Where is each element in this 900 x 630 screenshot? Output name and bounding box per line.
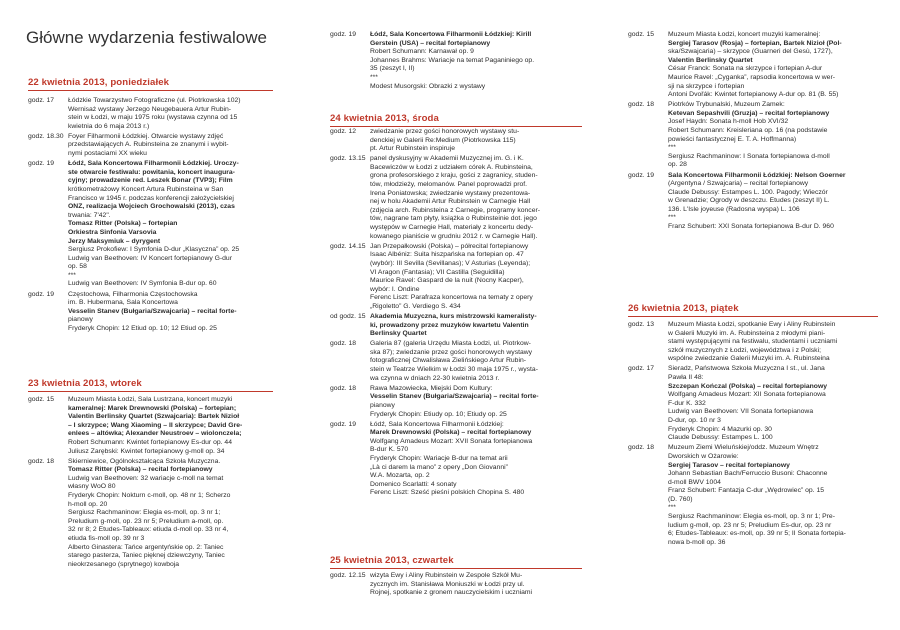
- day-heading: 25 kwietnia 2013, czwartek: [330, 555, 454, 566]
- event-list: [28, 396, 273, 571]
- event-time: godz. 14.15: [330, 242, 366, 250]
- event-item: [330, 340, 582, 383]
- event-line: Łódź, Sala Koncertowa Filharmonii Łódzkiej: Kirill: [370, 31, 532, 38]
- event-list: [628, 321, 878, 549]
- event-line: Sieradz, Państwowa Szkoła Muzyczna I st., ul. Jana: [668, 365, 825, 373]
- event-item: [330, 313, 582, 339]
- event-line: Wernisaż wystawy Jerzego Neugebauera Artur Rubin-: [68, 105, 232, 113]
- event-line: Gerstein (USA) – recital fortepianowy: [370, 39, 491, 47]
- event-line: pianowy: [68, 316, 93, 324]
- event-line: Modest Musorgski: Obrazki z wystawy: [370, 82, 486, 90]
- event-description: [668, 101, 878, 170]
- event-description: [68, 291, 273, 334]
- event-time: od godz. 15: [330, 312, 366, 320]
- event-line: przedstawiających A. Rubinsteina ze znanymi i wybit-: [68, 141, 229, 149]
- event-time: godz. 19: [28, 290, 55, 298]
- event-line: grona profesorskiego z kraju, gości z zagranicy, studen-: [370, 172, 538, 180]
- event-line: kowanego pianiście w grudniu 2012 r. w Carnegie Hall).: [370, 232, 538, 240]
- event-line: zycznych im. Stanisława Moniuszki w Łodzi przy ul.: [370, 580, 525, 588]
- event-line: d-moll BWV 1004: [668, 478, 721, 486]
- event-line: własny WoO 80: [68, 483, 116, 491]
- event-line: Sergiusz Prokofiew: I Symfonia D-dur „Klasyczna” op. 25: [68, 246, 240, 254]
- event-time: godz. 18: [330, 340, 357, 348]
- event-line: F-dur K. 332: [668, 399, 706, 407]
- event-line: Alberto Ginastera: Tańce argentyńskie op. 2: Taniec: [68, 543, 224, 551]
- event-line: panel dyskusyjny w Akademii Muzycznej im. G. i K.: [370, 155, 524, 163]
- event-line: starego pasterza, Taniec pięknej dziewczyny, Taniec: [68, 552, 225, 560]
- event-line: Fryderyk Chopin: 4 Mazurki op. 30: [668, 425, 772, 433]
- event-line: Fryderyk Chopin: Nokturn c-moll, op. 48 nr 1; Scherzo: [68, 492, 231, 500]
- event-list: [628, 31, 878, 233]
- event-description: [370, 243, 582, 312]
- event-line: tów, nagrane tam płyty, książka o Rubinsteinie dot. jego: [370, 215, 537, 223]
- event-line: Bacewiczów w Łodzi z udziałem córek A. Rubinsteina,: [370, 163, 533, 171]
- event-line: Sergiusz Rachmaninow: Elegia es-moll, op. 3 nr 1;: [68, 509, 221, 517]
- event-description: [370, 385, 582, 419]
- event-line: Jan Przepałkowski (Polska) – półrecital fortepianowy: [370, 242, 529, 250]
- event-line: Ludwig van Beethoven: VII Sonata fortepianowa: [668, 408, 814, 416]
- event-line: Sergiej Tarasov – recital fortepianowy: [668, 461, 790, 469]
- event-time: godz. 18: [28, 457, 55, 465]
- day-heading-rule: [28, 90, 273, 91]
- event-description: [370, 313, 582, 339]
- event-time: godz. 19: [28, 160, 55, 168]
- event-item: [28, 160, 273, 289]
- event-line: ***: [668, 504, 676, 512]
- event-time: godz. 18: [628, 101, 655, 109]
- event-line: Orkiestra Sinfonia Varsovia: [68, 228, 157, 236]
- event-line: ***: [370, 73, 378, 81]
- event-line: kwietnia do 6 maja 2013 r.): [68, 122, 150, 130]
- event-time: godz. 18.30: [28, 132, 64, 140]
- event-description: [68, 160, 273, 289]
- event-line: César Franck: Sonata na skrzypce i fortepian A-dur: [668, 65, 823, 73]
- event-line: op. 58: [68, 263, 87, 271]
- event-time: godz. 18: [330, 384, 357, 392]
- event-line: tów, młodzieży, melomanów. Panel poprowadzi prof.: [370, 181, 528, 189]
- event-time: godz. 19: [330, 420, 357, 428]
- event-line: ***: [668, 214, 676, 222]
- event-description: [668, 444, 878, 547]
- event-time: godz. 18: [628, 444, 655, 452]
- event-line: Rawa Mazowiecka, Miejski Dom Kultury:: [370, 384, 493, 392]
- event-description: [370, 421, 582, 498]
- event-line: cyjny; prowadzenie red. Leszek Bonar (TVP3); Film: [68, 177, 233, 185]
- event-line: Antoni Dvořák: Kwintet fortepianowy A-dur op. 81 (B. 55): [668, 91, 839, 99]
- event-line: Berlinsky Quartet: [370, 330, 427, 338]
- event-line: Robert Schumann: Kwintet fortepianowy Es-dur op. 44: [68, 438, 232, 446]
- event-line: Josef Haydn: Sonata h-moll Hob XVI/32: [668, 118, 789, 126]
- event-line: wa czynna w dniach 22-30 kwietnia 2013 r.: [370, 374, 500, 382]
- event-description: [68, 97, 273, 131]
- event-line: stami występującymi na festiwalu, studentami i uczniami: [668, 338, 838, 346]
- event-time: godz. 15: [628, 31, 655, 38]
- event-line: Tomasz Ritter (Polska) – fortepian: [68, 220, 178, 228]
- day-heading-rule: [628, 316, 878, 317]
- event-line: Vesselin Stanev (Bułgaria/Szwajcaria) – recital forte-: [68, 307, 237, 315]
- event-list: [28, 97, 273, 335]
- day-heading: 22 kwietnia 2013, poniedziałek: [28, 77, 170, 88]
- event-line: 35 (zeszyt I, II): [370, 65, 415, 73]
- event-line: Preludium g-moll, op. 23 nr 5; Preludium a-moll, op.: [68, 517, 224, 525]
- event-line: Muzeum Ziemi Wieluńskiej/oddz. Muzeum Wnętrz: [668, 444, 819, 452]
- page-title: Główne wydarzenia festiwalowe: [26, 28, 267, 47]
- event-item: [628, 31, 878, 100]
- event-list: [330, 572, 582, 599]
- event-line: Ludwig van Beethoven: 32 wariacje c-moll na temat: [68, 474, 224, 482]
- event-line: Muzeum Miasta Łodzi, spotkanie Ewy i Aliny Rubinstein: [668, 321, 836, 328]
- event-line: Wolfgang Amadeus Mozart: XII Sonata fortepianowa: [668, 391, 826, 399]
- event-line: VI Aragon (Fantasia); VII Castilla (Seguidilla): [370, 268, 505, 276]
- event-line: Wolfgang Amadeus Mozart: XVII Sonata fortepianowa: [370, 437, 533, 445]
- event-line: Galeria 87 (galeria Urzędu Miasta Łodzi, ul. Piotrkow-: [370, 340, 531, 348]
- event-time: godz. 17: [28, 97, 55, 104]
- event-line: enlees – altówka; Alexander Neustroev – wiolonczela;: [68, 430, 242, 438]
- event-line: Łódź, Sala Koncertowa Filharmonii Łódzkiej:: [370, 420, 504, 428]
- event-line: ska/Szwajcaria) – skrzypce (Guarneri del Gesù, 1727),: [668, 48, 833, 56]
- event-line: krótkometrażowy Koncert Artura Rubinsteina w San: [68, 185, 224, 193]
- event-line: B-dur K. 570: [370, 446, 409, 454]
- event-line: stein w Teatrze Wielkim w Łodzi 30 maja 1975 r., wysta-: [370, 366, 538, 374]
- event-line: Francisco w 1945 r. podczas konferencji założycielskiej: [68, 194, 234, 202]
- event-line: Rojnej, spotkanie z gronem nauczycielskim i uczniami: [370, 589, 533, 597]
- event-description: [668, 31, 878, 100]
- event-line: im. B. Hubermana, Sala Koncertowa: [68, 299, 178, 307]
- event-line: Irena Poniatowska; zwiedzanie wystawy prezentowa-: [370, 189, 531, 197]
- event-item: [330, 572, 582, 598]
- event-line: Muzeum Miasta Łodzi, Sala Lustrzana, koncert muzyki: [68, 396, 233, 403]
- event-line: kameralnej: Marek Drewnowski (Polska) – fortepian;: [68, 404, 237, 412]
- event-time: godz. 15: [28, 396, 55, 403]
- event-line: Juliusz Zarębski: Kwintet fortepianowy g-moll op. 34: [68, 447, 225, 455]
- event-description: [370, 572, 582, 598]
- day-heading-rule: [28, 391, 273, 392]
- event-description: [68, 396, 273, 456]
- event-line: ***: [68, 271, 76, 279]
- event-line: Robert Schumann: Kreisleriana op. 16 (na podstawie: [668, 127, 828, 135]
- event-line: Dworskich w Ożarowie:: [668, 452, 739, 460]
- event-line: Ketevan Sepashvili (Gruzja) – recital fortepianowy: [668, 109, 830, 117]
- event-line: etiuda fis-moll op. 39 nr 3: [68, 535, 145, 542]
- event-time: godz. 13: [628, 321, 655, 328]
- event-time: godz. 19: [330, 31, 357, 38]
- event-item: [330, 385, 582, 419]
- event-description: [668, 365, 878, 442]
- event-description: [668, 172, 878, 232]
- event-line: „Rigoletto” G. Verdiego S. 434: [370, 302, 461, 310]
- event-line: Maurice Ravel: „Cyganka”, rapsodia koncertowa w wer-: [668, 73, 835, 81]
- event-item: [330, 155, 582, 241]
- event-line: Marek Drewnowski (Polska) – recital fortepianowy: [370, 429, 532, 437]
- event-line: ONZ, realizacja Wojciech Grochowalski (2013), czas: [68, 203, 235, 211]
- event-line: pianowy: [370, 401, 395, 409]
- event-line: (Argentyna / Szwajcaria) – recital fortepianowy: [668, 180, 809, 188]
- day-heading-rule: [330, 126, 582, 127]
- event-item: [28, 97, 273, 131]
- event-line: – I skrzypce; Wang Xiaoming – II skrzypce; David Gre-: [68, 421, 243, 429]
- event-description: [668, 321, 878, 364]
- event-line: Fryderyk Chopin: Wariacje B-dur na temat arii: [370, 454, 508, 462]
- day-heading: 24 kwietnia 2013, środa: [330, 113, 439, 124]
- event-line: występów w Carnegie Hall, materiały z koncertu dedy-: [370, 224, 534, 232]
- event-description: [68, 133, 273, 159]
- event-line: Johann Sebastian Bach/Ferruccio Busoni: Chaconne: [668, 470, 828, 478]
- event-item: [628, 365, 878, 442]
- event-item: [330, 128, 582, 154]
- event-line: Pawła II 48:: [668, 374, 704, 382]
- event-line: Valentin Berlinsky Quartet (Szwajcaria): Bartek Nizioł: [68, 413, 240, 421]
- event-line: nymi postaciami XX wieku: [68, 150, 147, 158]
- event-line: Claude Debussy: Estampes L. 100. Pagody; Wieczór: [668, 188, 828, 196]
- event-line: Vesselin Stanev (Bułgaria/Szwajcaria) – recital forte-: [370, 393, 539, 401]
- event-line: op. 28: [668, 161, 687, 169]
- event-list: [330, 31, 582, 93]
- event-line: sji na skrzypce i fortepian: [668, 82, 745, 90]
- event-line: 136. L'Isle joyeuse (Radosna wyspa) L. 106: [668, 205, 800, 213]
- event-description: [370, 31, 582, 91]
- event-description: [370, 128, 582, 154]
- day-heading-rule: [330, 568, 582, 569]
- event-item: [628, 172, 878, 232]
- event-line: Fryderyk Chopin: 12 Etiud op. 10; 12 Etiud op. 25: [68, 324, 217, 332]
- event-description: [370, 155, 582, 241]
- event-item: [28, 133, 273, 159]
- event-line: w Galerii Muzyki im. A. Rubinsteina z młodymi piani-: [668, 329, 826, 337]
- event-line: Łódzkie Towarzystwo Fotograficzne (ul. Piotrkowska 102): [68, 97, 241, 104]
- event-item: [628, 444, 878, 547]
- event-line: Ferenc Liszt: Sześć pieśni polskich Chopina S. 480: [370, 489, 525, 497]
- day-heading: 26 kwietnia 2013, piątek: [628, 303, 739, 314]
- event-line: W.A. Mozarta, op. 2: [370, 472, 430, 480]
- event-line: Łódź, Sala Koncertowa Filharmonii Łódzkiej. Uroczy-: [68, 160, 239, 168]
- event-line: Foyer Filharmonii Łódzkiej. Otwarcie wystawy zdjęć: [68, 132, 224, 140]
- event-line: Ludwig van Beethoven: IV Koncert fortepianowy G-dur: [68, 254, 232, 262]
- event-line: Ludwig van Beethoven: IV Symfonia B-dur op. 60: [68, 280, 217, 288]
- event-line: w Grenadzie; Ogrody w deszczu. Études (zeszyt II) L.: [668, 197, 830, 205]
- event-description: [370, 340, 582, 383]
- event-line: Franz Schubert: Fantazja C-dur „Wędrowiec” op. 15: [668, 487, 825, 495]
- event-line: ***: [668, 144, 676, 152]
- event-line: Sergiusz Rachmaninow: Elegia es-moll, op. 3 nr 1; Pre-: [668, 513, 835, 521]
- event-time: godz. 13.15: [330, 155, 366, 163]
- event-line: (zdjęcia arch. Rubinsteina z Carnegie, programy koncer-: [370, 206, 540, 214]
- event-line: Ferenc Liszt: Parafraza koncertowa na tematy z opery: [370, 294, 533, 302]
- event-line: ki, prowadzony przez muzyków kwartetu Valentin: [370, 321, 529, 329]
- event-line: nowa b-moll op. 36: [668, 538, 726, 546]
- event-line: pt. Artur Rubinstein inspiruje: [370, 145, 456, 153]
- event-line: „Là ci darem la mano” z opery „Don Giovanni”: [370, 463, 508, 471]
- event-item: [330, 421, 582, 498]
- event-line: Skierniewice, Ogólnokształcąca Szkoła Muzyczna.: [68, 457, 221, 465]
- event-line: Isaac Albéniz: Suita hiszpańska na fortepian op. 47: [370, 251, 524, 259]
- event-line: Maurice Ravel: Gaspard de la nuit (Nocny Kacper),: [370, 277, 524, 285]
- event-line: (D. 760): [668, 495, 693, 503]
- event-line: ste otwarcie festiwalu: powitania, koncert inaugura-: [68, 168, 235, 176]
- event-line: zwiedzanie przez gości honorowych wystawy stu-: [370, 128, 520, 135]
- event-line: nieokrzesanego (sprytnego) kowboja: [68, 560, 180, 568]
- event-line: D-dur, op. 10 nr 3: [668, 417, 721, 425]
- event-line: wybór: I. Ondine: [370, 285, 420, 293]
- event-line: (wybór): III Sevilla (Sevillanas); V Asturias (Leyenda);: [370, 259, 531, 267]
- event-line: Szczepan Kończal (Polska) – recital fortepianowy: [668, 382, 828, 390]
- event-item: [330, 243, 582, 312]
- event-item: [628, 101, 878, 170]
- event-line: 6; Études-Tableaux: es-moll, op. 39 nr 5; II Sonata fortepia-: [668, 530, 846, 538]
- event-list: [330, 128, 582, 499]
- event-line: 32 nr 8; 2 Études-Tableaux: etiuda d-moll op. 33 nr 4,: [68, 526, 229, 534]
- event-line: fotograficznej Chwalisława Zielińskiego Artur Rubin-: [370, 357, 527, 365]
- event-line: Johannes Brahms: Wariacje na temat Paganiniego op.: [370, 56, 535, 64]
- event-line: denckiej w Galerii Re:Medium (Piotrkowska 115): [370, 136, 516, 144]
- day-heading: 23 kwietnia 2013, wtorek: [28, 378, 142, 389]
- event-line: ludium g-moll, op. 23 nr 5; Preludium Es-dur, op. 23 nr: [668, 521, 832, 529]
- event-line: Claude Debussy: Estampes L. 100: [668, 434, 773, 442]
- event-line: Muzeum Miasta Łodzi, koncert muzyki kameralnej:: [668, 31, 821, 38]
- event-line: Franz Schubert: XXI Sonata fortepianowa B-dur D. 960: [668, 223, 834, 231]
- event-line: Robert Schumann: Karnawał op. 9: [370, 48, 474, 56]
- event-line: szkół muzycznych z Łodzi, województwa i z Polski;: [668, 346, 821, 354]
- event-time: godz. 12: [330, 128, 357, 135]
- event-line: nej w holu Akademii Artur Rubinstein w Carnegie Hall: [370, 198, 531, 206]
- event-line: Akademia Muzyczna, kurs mistrzowski kameralisty-: [370, 312, 537, 320]
- event-time: godz. 12.15: [330, 572, 366, 579]
- event-line: Piotrków Trybunalski, Muzeum Zamek:: [668, 101, 785, 109]
- event-line: wspólne zwiedzanie Galerii Muzyki im. A. Rubinsteina: [668, 355, 830, 363]
- event-line: Częstochowa, Filharmonia Częstochowska: [68, 290, 198, 298]
- event-line: Domenico Scarlatti: 4 sonaty: [370, 480, 457, 488]
- event-item: [628, 321, 878, 364]
- event-line: Valentin Berlinsky Quartet: [668, 56, 753, 64]
- event-item: [28, 458, 273, 570]
- event-line: Sala Koncertowa Filharmonii Łódzkiej: Nelson Goerner: [668, 171, 846, 179]
- event-line: stein w Łodzi, w maju 1975 roku (wystawa czynna od 15: [68, 114, 238, 122]
- event-line: Sergiej Tarasov (Rosja) – fortepian, Bartek Nizioł (Pol-: [668, 39, 842, 47]
- event-line: Sergiusz Rachmaninow: I Sonata fortepianowa d-moll: [668, 152, 830, 160]
- event-line: trwania: 7'42".: [68, 211, 111, 219]
- event-line: Fryderyk Chopin: Etiudy op. 10; Etiudy op. 25: [370, 410, 507, 418]
- event-time: godz. 17: [628, 365, 655, 373]
- event-item: [28, 396, 273, 456]
- event-line: Tomasz Ritter (Polska) – recital fortepianowy: [68, 466, 213, 474]
- event-time: godz. 19: [628, 171, 655, 179]
- event-line: Jerzy Maksymiuk – dyrygent: [68, 237, 161, 245]
- event-description: [68, 458, 273, 570]
- event-item: [28, 291, 273, 334]
- event-item: [330, 31, 582, 91]
- event-line: h-moll op. 20: [68, 500, 108, 508]
- event-line: ska 87); zwiedzanie przez gości honorowych wystawy: [370, 348, 533, 356]
- event-line: powieści fantastycznej E. T. A. Hoffmanna): [668, 135, 797, 143]
- event-line: wizyta Ewy i Aliny Rubinstein w Zespole Szkół Mu-: [370, 572, 523, 579]
